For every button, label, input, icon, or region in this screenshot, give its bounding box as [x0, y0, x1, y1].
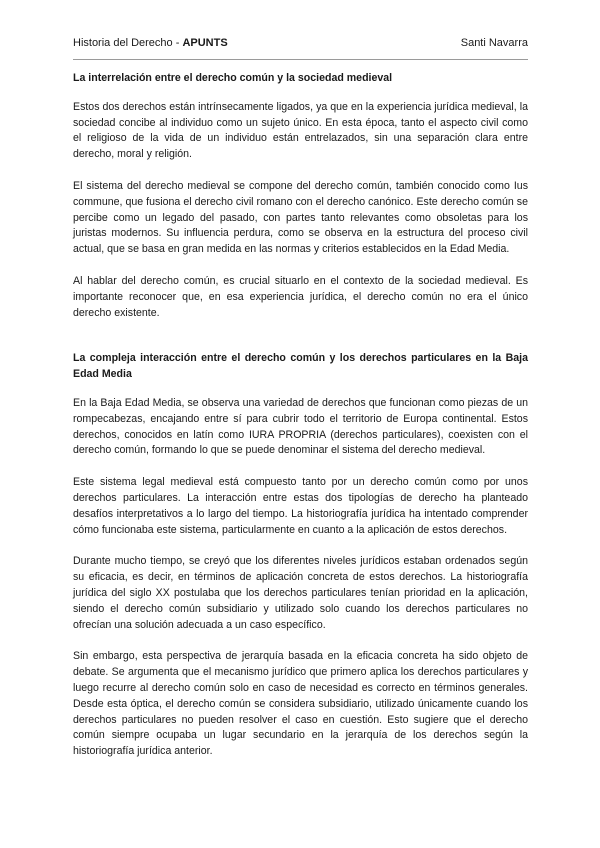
section-2-paragraph-3: Durante mucho tiempo, se creyó que los diferentes niveles jurídicos estaban ordenados según su eficacia, es decir, en términos de aplicación concreta de estos derechos. La historiografía jurídica del siglo XX postulaba que los derechos particulares tenían prioridad en la aplicación, siendo el derecho común subsidiario y utilizado solo cuando los derechos particulares no ofrecían una solución adecuada a un caso específico.: [73, 555, 528, 631]
document-body: [73, 71, 528, 760]
section-2-paragraph-4: Sin embargo, esta perspectiva de jerarquía basada en la eficacia concreta ha sido objeto de debate. Se argumenta que el mecanismo jurídico que primero aplica los derechos particulares y luego recurre al derecho común solo en caso de necesidad es correcto en términos generales. Desde esta óptica, el derecho común se considera subsidiario, utilizado únicamente cuando los derechos particulares no pueden resolver el caso en cuestión. Esto sugiere que el derecho común siempre ocupaba un lugar secundario en la jerarquía de los derechos según la historiografía jurídica anterior.: [73, 650, 528, 758]
header-course-title: [73, 36, 228, 50]
header-tag: APUNTS: [182, 37, 228, 49]
section-2-paragraph-1: En la Baja Edad Media, se observa una variedad de derechos que funcionan como piezas de un rompecabezas, encajando entre sí para cubrir todo el territorio de Europa continental. Estos derechos, conocidos en latín como IURA PROPRIA (derechos particulares), coexisten con el derecho común, formando lo que se puede denominar el sistema del derecho medieval.: [73, 396, 528, 457]
section-1-paragraph-3: Al hablar del derecho común, es crucial situarlo en el contexto de la sociedad medieval. Es importante reconocer que, en esa experiencia jurídica, el derecho común no era el único derecho existente.: [73, 274, 528, 319]
section-2-paragraph-2: Este sistema legal medieval está compuesto tanto por un derecho común como por unos derechos particulares. La interacción entre estas dos tipologías de derecho ha planteado desafíos interpretativos a lo largo del tiempo. La historiografía jurídica ha intentado comprender cómo funcionaba este sistema, particularmente en cuanto a la aplicación de estos derechos.: [73, 476, 528, 536]
section-heading-1: La interrelación entre el derecho común y la sociedad medieval: [73, 72, 393, 84]
section-1-paragraph-2: El sistema del derecho medieval se compone del derecho común, también conocido como Ius commune, que fusiona el derecho civil romano con el derecho canónico. Este derecho común se percibe como un legado del pasado, con partes tanto relevantes como obsoletas para los juristas modernos. Su influencia perdura, como se observa en la estructura del proceso civil actual, que se basa en gran medida en las normas y criterios establecidos en la Edad Media.: [73, 179, 528, 256]
header-author: Santi Navarra: [460, 37, 528, 49]
section-1-paragraph-1: Estos dos derechos están intrínsecamente ligados, ya que en la experiencia jurídica medieval, la sociedad concibe al individuo como un sujeto único. En esta época, tanto el aspecto civil como el religioso de la vida de un individuo están entrelazados, sin una separación clara entre derecho, moral y religión.: [73, 100, 528, 161]
page-header: [73, 36, 528, 54]
header-divider: [73, 59, 528, 60]
section-heading-2: La compleja interacción entre el derecho común y los derechos particulares en la Baja Edad Media: [73, 352, 528, 381]
header-course-name: Historia del Derecho -: [73, 37, 183, 49]
